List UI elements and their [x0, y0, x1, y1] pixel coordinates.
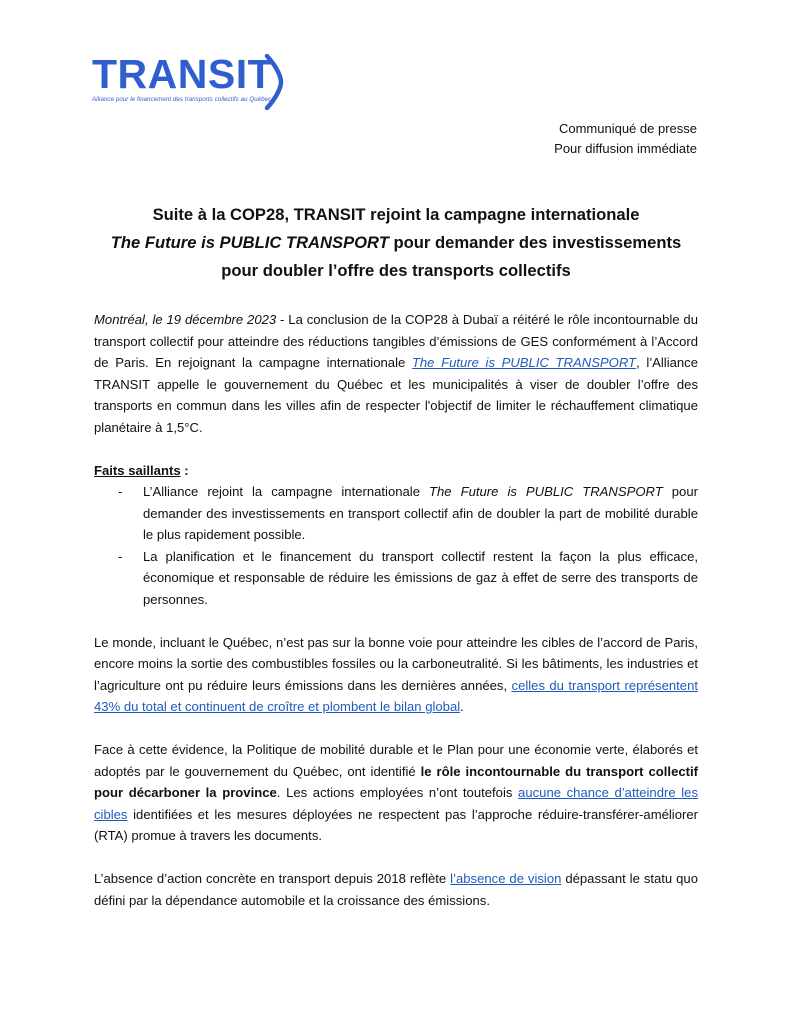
page-title	[96, 201, 696, 285]
title-line-3: pour doubler l’offre des transports collectifs	[221, 261, 571, 280]
press-release-label: Communiqué de presse	[558, 121, 697, 136]
immediate-release-label: Pour diffusion immédiate	[554, 141, 697, 156]
press-release-header	[554, 119, 697, 159]
logo-tagline: Alliance pour le financement des transports collectifs au Québec	[92, 96, 272, 103]
campaign-name: The Future is PUBLIC TRANSPORT	[110, 233, 389, 252]
document-body	[94, 309, 698, 911]
faits-saillants-list	[94, 481, 698, 610]
intro-paragraph: Montréal, le 19 décembre 2023 - La conclusion de la COP28 à Dubaï a réitéré le rôle incontournable du transport collectif pour atteindre des réductions tangibles d’émissions de GES conformément à l’Accord de Paris. En rejoignant la campagne internationale The Future is PUBLIC TRANSPORT, l’Alliance TRANSIT appelle le gouvernement du Québec et les municipalités à viser de doubler l’offre des transports en commun dans les villes afin de respecter l'objectif de limiter le réchauffement climatique planétaire à 1,5°C.	[94, 312, 698, 435]
paragraph-paris-targets: Le monde, incluant le Québec, n’est pas sur la bonne voie pour atteindre les cibles de l’accord de Paris, encore moins la sortie des combustibles fossiles ou la carboneutralité. Si les bâtiments, les industries et l’agriculture ont pu réduire leurs émissions dans les dernières années, celles du transport représentent 43% du total et continuent de croître et plombent le bilan global.	[94, 634, 698, 714]
title-line-2	[96, 229, 696, 257]
transit-logo	[92, 52, 302, 112]
emphasis-text: le rôle incontournable du transport collectif pour décarboner la province	[94, 763, 698, 800]
campaign-link[interactable]: The Future is PUBLIC TRANSPORT	[411, 355, 637, 370]
title-line-2-rest: pour demander des investissements	[388, 233, 682, 252]
faits-saillants-heading: Faits saillants :	[94, 462, 189, 478]
list-item: - La planification et le financement du transport collectif restent la façon la plus efficace, économique et responsable de réduire les émissions de gaz à effet de serre des transports de personnes.	[118, 548, 698, 607]
list-item: - L’Alliance rejoint la campagne internationale The Future is PUBLIC TRANSPORT pour demander des investissements en transport collectif afin de doubler la part de mobilité durable le plus rapidement possible.	[118, 484, 698, 542]
absence-vision-link[interactable]: l’absence de vision	[450, 871, 562, 886]
targets-link[interactable]: aucune chance d’atteindre les cibles	[94, 785, 699, 822]
transport-emissions-link[interactable]: celles du transport représentent 43% du total et continuent de croître et plombent le bilan global	[94, 677, 698, 714]
logo-wordmark: TRANSIT	[92, 51, 274, 97]
paragraph-absence-vision: L’absence d’action concrète en transport depuis 2018 reflète l’absence de vision dépassant le statu quo défini par la dépendance automobile et la croissance des émissions.	[94, 871, 698, 908]
dateline: Montréal, le 19 décembre 2023	[94, 312, 277, 327]
paragraph-mobility-policy: Face à cette évidence, la Politique de mobilité durable et le Plan pour une économie verte, élaborés et adoptés par le gouvernement du Québec, ont identifié le rôle incontournable du transport collectif pour décarboner la province. Les actions employées n’ont toutefois aucune chance d’atteindre les cibles identifiées et les mesures déployées ne respectent pas l’approche réduire-transférer-améliorer (RTA) promue à travers les documents.	[94, 742, 699, 843]
title-line-1: Suite à la COP28, TRANSIT rejoint la campagne internationale	[152, 205, 640, 224]
